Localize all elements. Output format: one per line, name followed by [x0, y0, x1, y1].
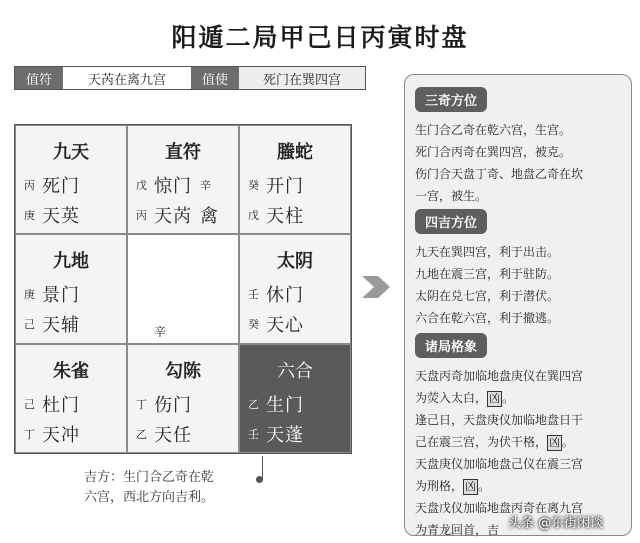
stem: 己	[24, 318, 35, 332]
god-label: 螣蛇	[277, 142, 313, 163]
stem: 丁	[136, 397, 147, 411]
stem: 丙	[24, 179, 35, 192]
text-line: 六合在乾六宫，利于撤逃。	[415, 311, 560, 325]
star-label: 禽	[200, 206, 219, 227]
door-label: 死门	[42, 176, 80, 197]
door-label: 开门	[266, 176, 304, 197]
text-line: 死门合丙奇在巽四宫，被克。	[415, 145, 572, 159]
inauspicious-mark: 凶	[549, 436, 561, 449]
text-line: 天盘丙奇加临地盘庚仪在巽四宫	[415, 369, 584, 383]
note-label: 吉方：	[84, 470, 124, 485]
palace-gen-8	[15, 344, 127, 453]
door-label: 伤门	[154, 394, 192, 416]
star-label: 天芮	[154, 206, 192, 227]
stem: 辛	[200, 179, 211, 192]
god-label: 勾陈	[165, 360, 201, 382]
star-label: 天心	[266, 315, 304, 337]
pointer-dot	[256, 476, 263, 483]
star-label: 天柱	[266, 206, 304, 227]
text-line: 天盘庚仪加临地盘己仪在震三宫	[415, 457, 584, 471]
page-title: 阳遁二局甲己日丙寅时盘	[171, 23, 469, 52]
section-heading: 三奇方位	[415, 87, 487, 112]
palace-kan-1	[127, 344, 239, 453]
arrow-right-icon	[360, 272, 394, 302]
stem: 壬	[248, 288, 259, 302]
god-label: 九地	[53, 251, 89, 273]
stem: 丁	[24, 427, 35, 441]
stem: 壬	[248, 427, 259, 441]
text-line: 为刑格， 凶 。	[415, 479, 491, 493]
text-line: 九天在巽四宫，利于出击。	[415, 245, 560, 259]
door-label: 生门	[266, 394, 304, 416]
stem: 乙	[248, 397, 259, 411]
palace-xun-4	[15, 125, 127, 234]
door-label: 杜门	[42, 394, 80, 416]
palace-dui-7	[239, 234, 351, 343]
auspicious-note	[84, 468, 254, 508]
stem: 丙	[136, 209, 147, 222]
section-three-wonders	[415, 87, 627, 206]
stem: 戊	[248, 209, 259, 222]
star-label: 天任	[154, 424, 192, 446]
text-line: 己在震三宫，为伏干格， 凶 。	[415, 435, 575, 449]
qimen-grid	[14, 124, 352, 454]
palace-zhen-3	[15, 234, 127, 343]
stem: 己	[24, 397, 35, 411]
star-label: 天冲	[42, 424, 80, 446]
section-heading: 四吉方位	[415, 209, 487, 234]
god-label: 九天	[53, 142, 89, 163]
zhishi-tag: 值使	[191, 67, 239, 89]
god-label: 直符	[165, 142, 201, 163]
palace-qian-6	[239, 344, 351, 453]
inauspicious-mark: 凶	[465, 480, 477, 493]
text-line: 太阴在兑七宫，利于潜伏。	[415, 289, 560, 303]
note-line: 生门合乙奇在乾	[123, 470, 215, 485]
stem: 癸	[248, 318, 259, 332]
palace-li-9	[127, 125, 239, 234]
text-line: 为青龙回首，吉	[415, 523, 500, 537]
text-line: 伤门合天盘丁奇、地盘乙奇在坎	[415, 167, 584, 181]
stem: 乙	[136, 427, 147, 441]
zhifu-value: 天芮在离九宫	[63, 67, 191, 89]
watermark: 头条 @东街闲谈	[508, 516, 604, 531]
section-patterns	[415, 333, 627, 540]
star-label: 天英	[42, 206, 80, 227]
text-line: 生门合乙奇在乾六宫，生宫。	[415, 123, 572, 137]
stem: 辛	[154, 325, 167, 340]
palace-kun-2	[239, 125, 351, 234]
section-four-auspicious	[415, 209, 627, 328]
text-line: 为荧入太白， 凶 。	[415, 391, 515, 405]
star-label: 天辅	[42, 315, 80, 337]
inauspicious-mark: 凶	[489, 392, 501, 405]
zhishi-value: 死门在巽四宫	[239, 67, 365, 89]
zhifu-tag: 值符	[15, 67, 63, 89]
door-label: 休门	[266, 285, 304, 307]
text-line: 天盘戊仪加临地盘丙奇在离九宫	[415, 501, 584, 515]
text-line: 一宫，被生。	[415, 189, 488, 203]
door-label: 景门	[42, 285, 80, 307]
stem: 庚	[24, 209, 35, 222]
analysis-panel	[404, 74, 632, 536]
note-line: 六宫，西北方向吉利。	[84, 490, 215, 505]
stem: 庚	[24, 288, 35, 302]
stem: 戊	[136, 179, 147, 192]
god-label: 朱雀	[53, 360, 89, 382]
door-label: 惊门	[154, 176, 192, 197]
header-bar	[14, 66, 366, 90]
god-label: 太阴	[277, 251, 313, 273]
star-label: 天蓬	[266, 424, 304, 446]
stem: 癸	[248, 179, 259, 192]
section-heading: 诸局格象	[415, 333, 487, 358]
palace-center-5	[127, 234, 239, 343]
text-line: 逢己日，天盘庚仪加临地盘日干	[415, 413, 584, 427]
god-label: 六合	[277, 360, 313, 382]
text-line: 九地在震三宫，利于驻防。	[415, 267, 560, 281]
